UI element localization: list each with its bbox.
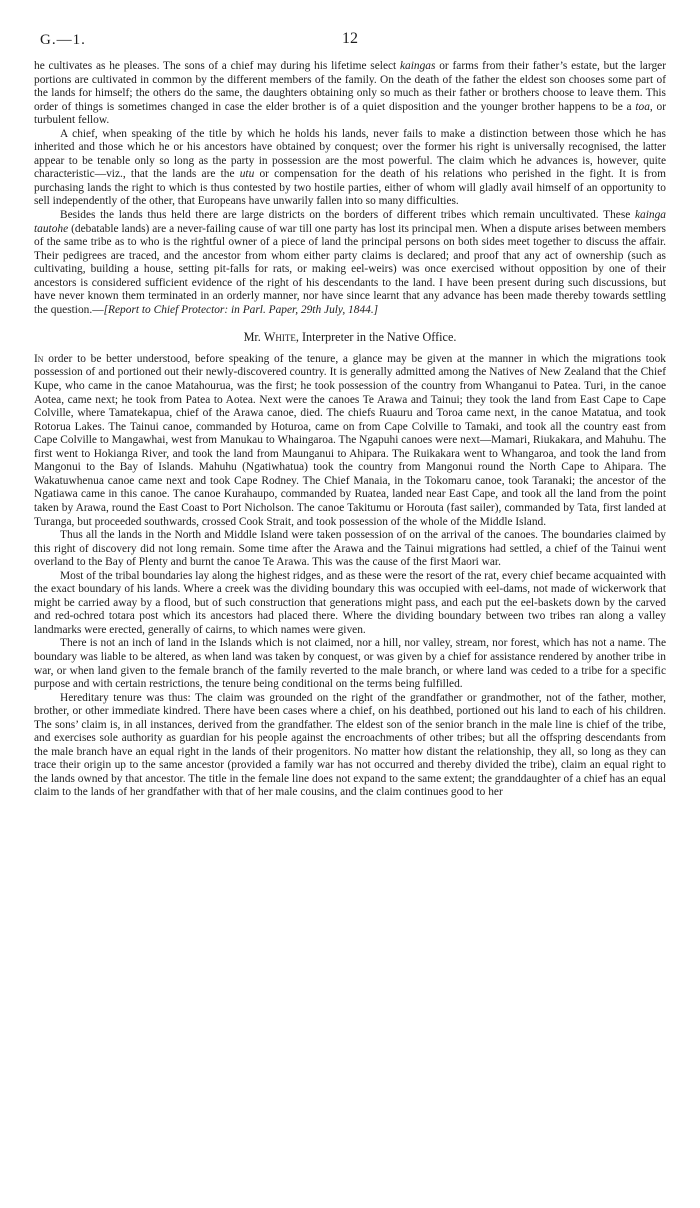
paragraph [34, 209, 666, 317]
text-run: Besides the lands thus held there are large districts on the borders of different tribes which remain uncultivated. These [60, 209, 635, 222]
heading-prefix: Mr. [243, 330, 264, 345]
paragraph: There is not an inch of land in the Islands which is not claimed, nor a hill, nor valley, stream, nor forest, which has not a name. The boundary was liable to be altered, as when land was taken by conquest, or was given by a chief for assistance rendered by another tribe in war, or when land given to the female branch of the family reverted to the male branch, or where land was ceded to a tribe for a specific purpose and with certain restrictions, the tenure being conditional on the terms being fulfilled. [34, 637, 666, 691]
paragraph: Hereditary tenure was thus: The claim was grounded on the right of the grandfather or grandmother, not of the father, mother, brother, or other immediate kindred. There have been cases where a chief, on his deathbed, portioned out his land to each of his children. The sons’ claim is, in all instances, derived from the grandfather. The eldest son of the senior branch in the male line is chief of the tribe, and exercises sole authority as guardian for his people against the encroachments of other tribes; but all the offspring descendants from the male branch have an equal right in the lands of their progenitors. No matter how distant the relationship, they all, so long as they can trace their origin up to the same ancestor (provided a family war has not occurred and thereby divided the tribe), claim an equal right to the lands owned by that ancestor. The title in the female line does not expand to the same extent; the granddaughter of a chief has an equal claim to the lands of her grandfather with that of her male cousins, and the claim continues good to her [34, 691, 666, 799]
page-number: 12 [342, 30, 358, 47]
italic-run: utu [239, 168, 255, 181]
paragraph: Most of the tribal boundaries lay along the highest ridges, and as these were the resort of the rat, every chief became acquainted with the exact boundary of his lands. Where a creek was the dividing boundary this was occupied with eel-dams, not made of wickerwork that might be carried away by a flood, but of such construction that generations might pass, and each put the eel-baskets down by the carved and red-ochred totara post which its ancestors had placed there. Where the dividing boundary between two tribes ran along a valley landmarks were erected, generally of cairns, to which names were given. [34, 569, 666, 636]
heading-suffix: , Interpreter in the Native Office. [295, 330, 457, 345]
document-reference: G.—1. [40, 32, 86, 48]
text-run: he cultivates as he pleases. The sons of a chief may during his lifetime select [34, 60, 400, 72]
text-run: or compensation for the death of his relations who perished in the fight. It is from purchasing lands the right to which is thus contested by two hostile parties, either of whom will gladly avail himself of an opportunity to sell independently of the other, that Europeans have unwarily fallen into so many difficulties. [34, 168, 666, 208]
text-run: A chief, when speaking of the title by which he holds his lands, never fails to make a distinction between those which he has inherited and those which he or his ancestors have obtained by conquest; over the former his right is universally recognised, the latter appear to be tenable only so long as the party in possession are the most powerful. The claim which he advances is, however, quite characteristic—viz., that the lands are the [34, 127, 666, 181]
paragraph [34, 128, 666, 209]
paragraph-text: order to be better understood, before speaking of the tenure, a glance may be given at the manner in which the migrations took possession of and portioned out their newly-discovered country. It is generally admitted among the Natives of New Zealand that the Chief Kupe, who came in the canoe Matahourua, was the first; he took possession of the country from Whanganui to Patea. Turi, in the canoe Aotea, came next; he took from Patea to Aotea. Next were the canoes Te Arawa and Tainui; they took the land from East Cape to Cape Colville, where Tamatekapua, chief of the Arawa canoe, died. The chiefs Ruauru and Toroa came next, in the canoe Matatua, and took Rotorua Lakes. The Tainui canoe, commanded by Hoturoa, came on from Cape Colville to Tamaki, and took all the country east from Cape Colville to Mangawhai, west from Manukau to Whaingaroa. The Ngapuhi canoes were next—Mamari, Riukakara, and Mahuhu. The first went to Hokianga River, and took the land from Maunganui to Ahipara. The Ruikakara went to Whangaroa, and took the land from Mangonui to the Bay of Islands. Mahuhu (Ngatiwhatua) took the country from Mangonui round the North Cape to Ahipara. The Wakatuwhenua canoe came next and took Cape Rodney. The Chief Manaia, in the Tokomaru canoe, took Taranaki; the ancestor of the Ngatiawa came in this canoe. The canoe Kurahaupo, commanded by Ruatea, landed near East Cape, and took all the land from the point taken by Arawa, round the East Coast to Port Nicholson. The canoe Takitumu or Horouta (fast sailer), commanded by Tata, first landed at Turanga, but proceeded southwards, crossed Cook Strait, and took possession of the whole of the Middle Island. [34, 352, 666, 528]
text-run: (debatable lands) are a never-failing cause of war till one party has lost its principal men. When a dispute arises between members of the same tribe as to who is the rightful owner of a piece of land the principal persons on both sides meet together to discuss the affair. Their pedigrees are traced, and the ancestor from whom either party claims is declared; and proof that any act of ownership (such as cultivating, building a house, setting pit-falls for rats, or making eel-weirs) was once exercised without opposition by one of their ancestors is considered sufficient evidence of the right of his descendants to the land. I have been present during such discussions, but have never known them terminated in an orderly manner, nor have since learnt that any advance has been made thereby towards settling the question.— [34, 222, 666, 316]
page-header [34, 26, 666, 60]
section-heading [34, 331, 666, 345]
italic-run: kainga tautohe [34, 209, 666, 235]
paragraph [34, 60, 666, 128]
italic-run: [Report to Chief Protector: in Parl. Paper, 29th July, 1844.] [103, 303, 379, 316]
text-run: or farms from their father’s estate, but the larger portions are cultivated in common by the different members of the family. On the death of the father the eldest son chooses some part of the lands for himself; the others do the same, the daughters obtaining only so much as their father or brothers choose to leave them. This order of things is sometimes changed in case the elder brother is of a quiet disposition and the younger brother happens to be a [34, 60, 666, 113]
paragraph: Thus all the lands in the North and Middle Island were taken possession of on the arrival of the canoes. The boundaries claimed by this right of discovery did not long remain. Some time after the Arawa and the Tainui migrations had settled, a chief of the Tainui went overland to the Bay of Plenty and burnt the canoe Te Arawa. This was the cause of the first Maori war. [34, 529, 666, 569]
heading-name: White [263, 330, 296, 345]
drop-cap: In [34, 352, 44, 365]
italic-run: toa [635, 100, 650, 113]
paragraph [34, 353, 666, 529]
text-run: , or turbulent fellow. [34, 100, 666, 127]
italic-run: kaingas [400, 60, 436, 72]
